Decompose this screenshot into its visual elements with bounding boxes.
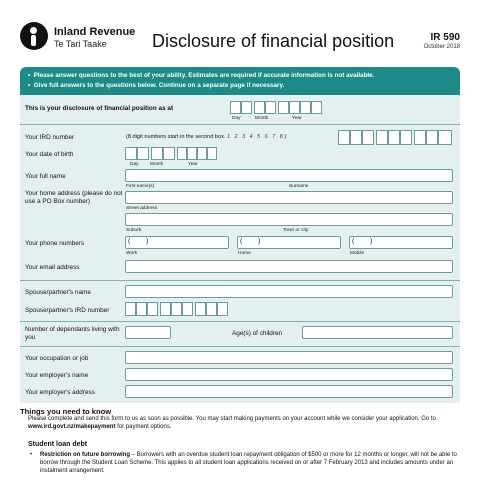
spouse-ird-digit-1[interactable] [125,302,136,316]
work-caption: Work [126,251,138,256]
ird-digit-8[interactable] [426,130,438,145]
home-phone-paren-open: ( [240,238,243,245]
spouse-ird-digit-5[interactable] [171,302,182,316]
spouse-ird-digit-9[interactable] [217,302,228,316]
dob-month-caption: Month [150,162,164,167]
suburb-caption: Suburb [126,228,142,233]
spouse-ird-digit-8[interactable] [206,302,217,316]
spouse-ird-digit-6[interactable] [182,302,193,316]
disclosure-month-2[interactable] [265,101,276,114]
loan-bullet: • [30,452,33,458]
dob-year-1[interactable] [177,147,187,160]
divider [20,321,460,322]
street-address-caption: Street address [126,206,158,211]
form-code: IR 590 [430,32,460,43]
dob-day-caption: Day [130,162,139,167]
suburb-town-field[interactable] [125,213,453,226]
employer-name-label: Your employer's name [25,372,89,379]
dob-day-2[interactable] [137,147,149,160]
disclosure-year-3[interactable] [300,101,311,114]
instruction-1: • Please answer questions to the best of your ability. Estimates are required if accurate information is not available. [28,72,375,79]
ird-digit-6[interactable] [400,130,412,145]
dob-day-1[interactable] [125,147,137,160]
dependants-field[interactable] [125,326,171,339]
employer-name-field[interactable] [125,368,453,381]
mobile-phone-field[interactable] [349,236,453,249]
home-address-label: Your home address (please do not use a PO Box number) [25,190,123,205]
ird-digit-2[interactable] [350,130,362,145]
payment-link[interactable]: www.ird.govt.nz/makepayment [28,424,116,430]
full-name-field[interactable] [125,169,453,182]
instructions-banner [20,67,460,95]
spouse-ird-digit-7[interactable] [195,302,206,316]
ird-digit-1[interactable] [338,130,350,145]
home-phone-field[interactable] [237,236,341,249]
dob-year-caption: Year [188,162,198,167]
ird-digit-4[interactable] [376,130,388,145]
ird-number-label: Your IRD number [25,134,75,141]
disclosure-day-1[interactable] [230,101,241,114]
full-name-label: Your full name [25,173,66,180]
page-title: Disclosure of financial position [152,31,395,51]
disclosure-year-1[interactable] [278,101,289,114]
town-caption: Town or city [283,228,309,233]
mobile-phone-paren-open: ( [352,238,355,245]
mobile-phone-paren-close: ) [370,238,373,245]
employer-address-field[interactable] [125,385,453,398]
disclosure-day-2[interactable] [241,101,252,114]
ird-digit-3[interactable] [362,130,374,145]
ird-digit-7[interactable] [414,130,426,145]
form-header [0,0,480,62]
dob-year-2[interactable] [187,147,197,160]
dob-month-2[interactable] [163,147,175,160]
org-name: Inland Revenue [54,26,136,38]
disclosure-month-caption: Month [255,116,269,121]
ird-digit-5[interactable] [388,130,400,145]
phone-label: Your phone numbers [25,240,85,247]
disclosure-day-caption: Day [232,116,241,121]
disclosure-date-label: This is your disclosure of financial position as at [25,105,174,112]
surname-caption: Surname [289,184,309,189]
student-loan-heading: Student loan debt [28,441,88,448]
email-label: Your email address [25,264,80,271]
home-phone-paren-close: ) [258,238,261,245]
things-you-need-to-know-text: Please complete and send this form to us as soon as possible. You may start making payments on your account while we consider your application. Go to www.ird.govt.nz/makepayment for payment options. [28,416,436,430]
email-field[interactable] [125,260,453,273]
form-date: October 2018 [423,44,460,50]
mobile-caption: Mobile [350,251,365,256]
home-caption: Home [238,251,251,256]
ird-number-hint: (8 digit numbers start in the second box. 1 2 3 4 5 6 7 8) [126,134,287,140]
first-name-caption: First name(s) [126,184,155,189]
divider [20,346,460,347]
dependants-label: Number of dependants living with you [25,326,120,341]
spouse-name-field[interactable] [125,285,453,298]
work-phone-paren-close: ) [146,238,149,245]
disclosure-year-4[interactable] [311,101,322,114]
divider [20,280,460,281]
dob-month-1[interactable] [151,147,163,160]
spouse-ird-label: Spouse/partner's IRD number [25,307,110,314]
disclosure-year-caption: Year [292,116,302,121]
student-loan-text: Restriction on future borrowing – Borrowers with an overdue student loan repayment obligation of $500 or more for 12 months or longer, will not be able to borrow through the Student Loan Scheme. This applies to all student loan applications received on or after 7 February 2013 and includes amounts under an instalment arrangement. [40,452,457,474]
occupation-field[interactable] [125,351,453,364]
dob-year-3[interactable] [197,147,207,160]
ird-digit-9[interactable] [438,130,452,145]
work-phone-paren-open: ( [128,238,131,245]
divider [20,124,460,125]
spouse-ird-digit-4[interactable] [160,302,171,316]
children-ages-field[interactable] [302,326,453,339]
spouse-ird-digit-2[interactable] [136,302,147,316]
disclosure-month-1[interactable] [254,101,265,114]
things-you-need-to-know-heading: Things you need to know [20,407,112,416]
dob-year-4[interactable] [207,147,217,160]
spouse-name-label: Spouse/partner's name [25,289,91,296]
instruction-2: • Give full answers to the questions below. Continue on a separate page if necessary. [28,82,285,89]
children-ages-label: Age(s) of children [232,330,283,337]
spouse-ird-digit-3[interactable] [147,302,158,316]
dob-label: Your date of birth [25,151,74,158]
work-phone-field[interactable] [125,236,229,249]
employer-address-label: Your employer's address [25,389,95,396]
street-address-field[interactable] [125,191,453,204]
inland-revenue-logo-icon [20,22,48,50]
org-subtitle: Te Tari Taake [54,39,107,49]
disclosure-year-2[interactable] [289,101,300,114]
occupation-label: Your occupation or job [25,355,89,362]
